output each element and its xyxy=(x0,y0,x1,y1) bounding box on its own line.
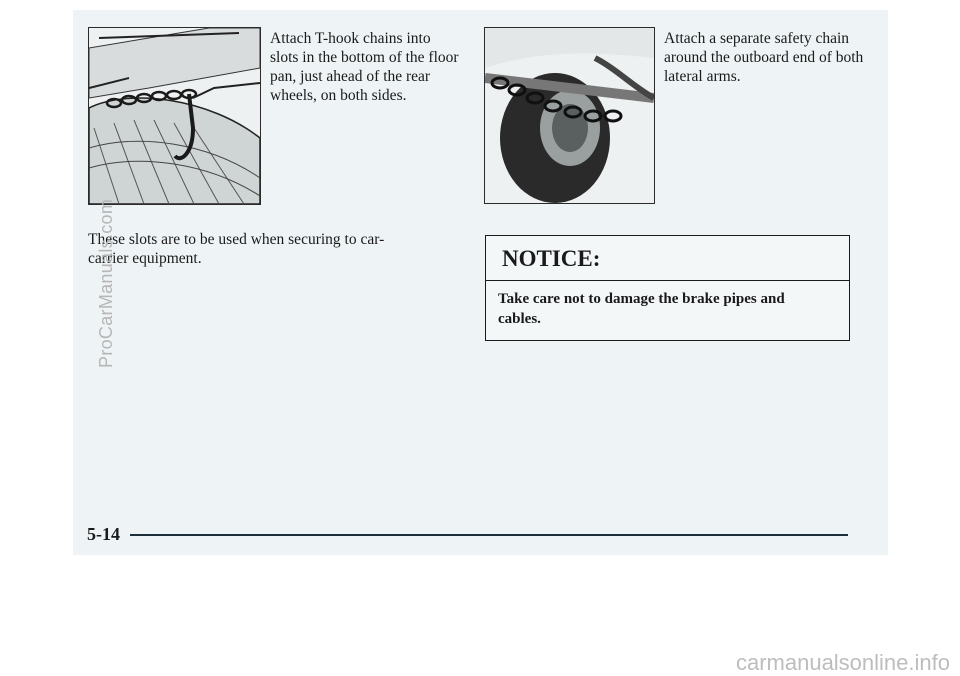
page-number: 5-14 xyxy=(87,524,120,544)
lateral-arm-chain-drawing xyxy=(485,28,654,203)
footer-rule xyxy=(130,534,848,536)
safety-chain-illustration xyxy=(484,27,655,204)
right-figure-caption: Attach a separate safety chain around the outboard end of both lateral arms. xyxy=(664,30,864,85)
notice-text: Take care not to damage the brake pipes and cables. xyxy=(498,291,785,327)
t-hook-chain-illustration xyxy=(88,27,261,205)
left-figure-caption: Attach T-hook chains into slots in the bottom of the floor pan, just ahead of the rear wheels, on both sides. xyxy=(270,30,459,104)
notice-title: NOTICE: xyxy=(486,236,849,281)
side-watermark: ProCarManuals.com xyxy=(96,198,116,368)
notice-box xyxy=(485,235,850,341)
tire-chain-drawing xyxy=(89,28,260,204)
car-carrier-note: These slots are to be used when securing to car-carrier equipment. xyxy=(88,231,385,267)
site-watermark: carmanualsonline.info xyxy=(735,650,950,675)
